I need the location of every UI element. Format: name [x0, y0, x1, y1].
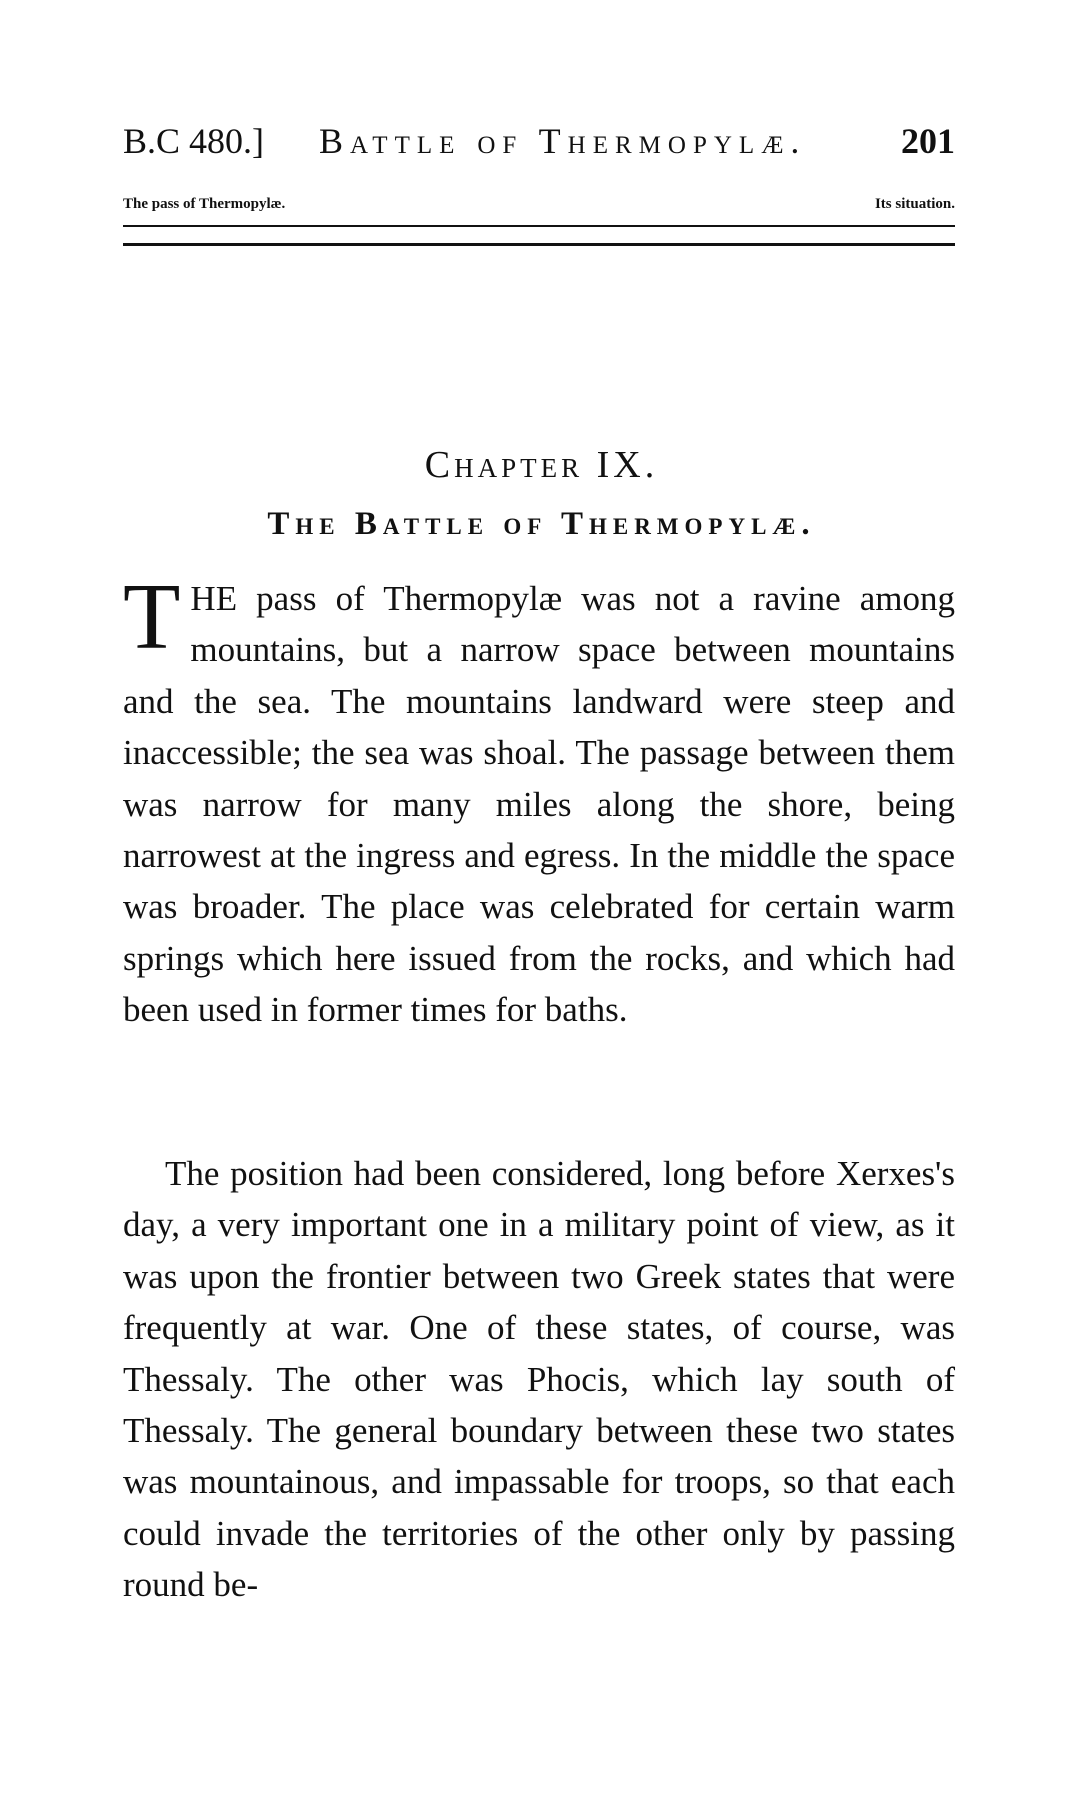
shoulder-notes: [123, 196, 955, 220]
drop-cap: T: [123, 565, 181, 669]
header-rule-lower: [123, 243, 955, 246]
shoulder-note-right: Its situation.: [874, 196, 955, 212]
paragraph-1: [123, 565, 955, 1036]
running-head-date: B.C 480.]: [123, 121, 265, 161]
paragraph-2: The position had been considered, long before Xerxes's day, a very important one in a military point of view, as it was upon the frontier between two Greek states that were frequently at war. One of these states, of course, was Thessaly. The other was Phocis, which lay south of Thessaly. The general boundary between these two states was mountainous, and impassable for troops, so that each could invade the territories of the other only by passing round be-: [123, 1154, 955, 1605]
header-rule: [123, 225, 955, 227]
page-number: 201: [901, 121, 955, 161]
running-head: [123, 120, 955, 176]
chapter-title: The Battle of Thermopylæ.: [267, 506, 816, 542]
running-head-title: Battle of Thermopylæ.: [319, 121, 807, 161]
chapter-number: Chapter IX.: [424, 444, 659, 486]
shoulder-note-left: The pass of Thermopylæ.: [123, 196, 286, 212]
paragraph-text: HE pass of Thermopylæ was not a ravine among mountains, but a narrow space between mountains and the sea. The mountains landward were steep and inaccessible; the sea was shoal. The passage between them was narrow for many miles along the shore, being narrowest at the ingress and egress. In the middle the space was broader. The place was celebrated for certain warm springs which here issued from the rocks, and which had been used in former times for baths.: [123, 579, 955, 1030]
